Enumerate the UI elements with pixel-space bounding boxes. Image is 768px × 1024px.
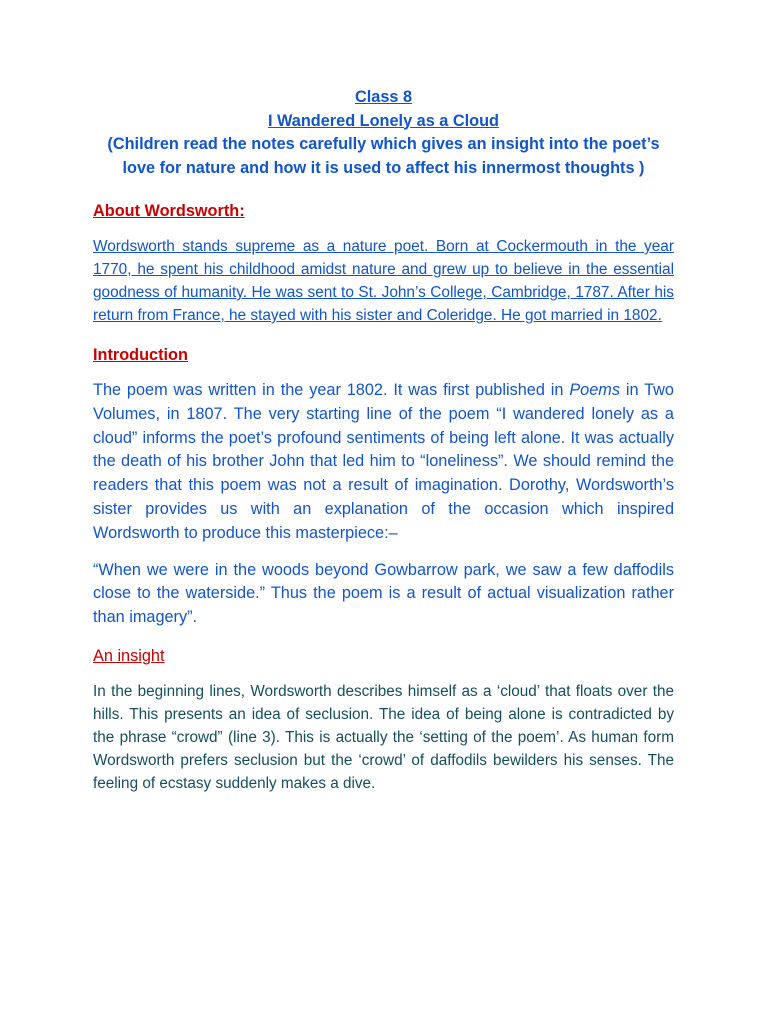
document-header [93,86,674,180]
intro-italic-title: Poems [569,381,620,399]
insight-text: In the beginning lines, Wordsworth describes himself as a ‘cloud’ that floats over the hills. This presents an idea of seclusion. The idea of being alone is contradicted by the phrase “crowd” (line 3). This is actually the ‘setting of the poem’. As human form Wordsworth prefers seclusion but the ‘crowd’ of daffodils bewilders his senses. The feeling of ecstasy suddenly makes a dive. [93,682,674,792]
document-page [93,86,674,796]
poem-title: I Wandered Lonely as a Cloud [268,111,499,130]
introduction-paragraph-2: “When we were in the woods beyond Gowbarrow park, we saw a few daffodils close to the waterside.” Thus the poem is a result of actual visualization rather than imagery”. [93,560,674,627]
class-label: Class 8 [354,88,413,106]
about-heading: About Wordsworth: [93,202,245,220]
introduction-paragraph-1 [93,379,674,546]
instruction-text: (Children read the notes carefully which gives an insight into the poet’s love for nature and how it is used to affect his innermost thoughts ) [107,135,660,177]
intro-text-before: The poem was written in the year 1802. It was first published in [93,381,570,399]
about-text: Wordsworth stands supreme as a nature poet. Born at Cockermouth in the year 1770, he spent his childhood amidst nature and grew up to believe in the essential goodness of humanity. He was sent to St. John’s College, Cambridge, 1787. After his return from France, he stayed with his sister and Coleridge. He got married in 1802. [93,238,674,324]
insight-heading: An insight [93,646,165,665]
intro-text-after: in Two Volumes, in 1807. The very starting line of the poem “I wandered lonely as a cloud” informs the poet’s profound sentiments of being left alone. It was actually the death of his brother John that led him to “loneliness”. We should remind the readers that this poem was not a result of imagination. Dorothy, Wordsworth’s sister provides us with an explanation of the occasion which inspired Wordsworth to produce this masterpiece:– [93,381,674,542]
introduction-heading: Introduction [93,346,188,364]
